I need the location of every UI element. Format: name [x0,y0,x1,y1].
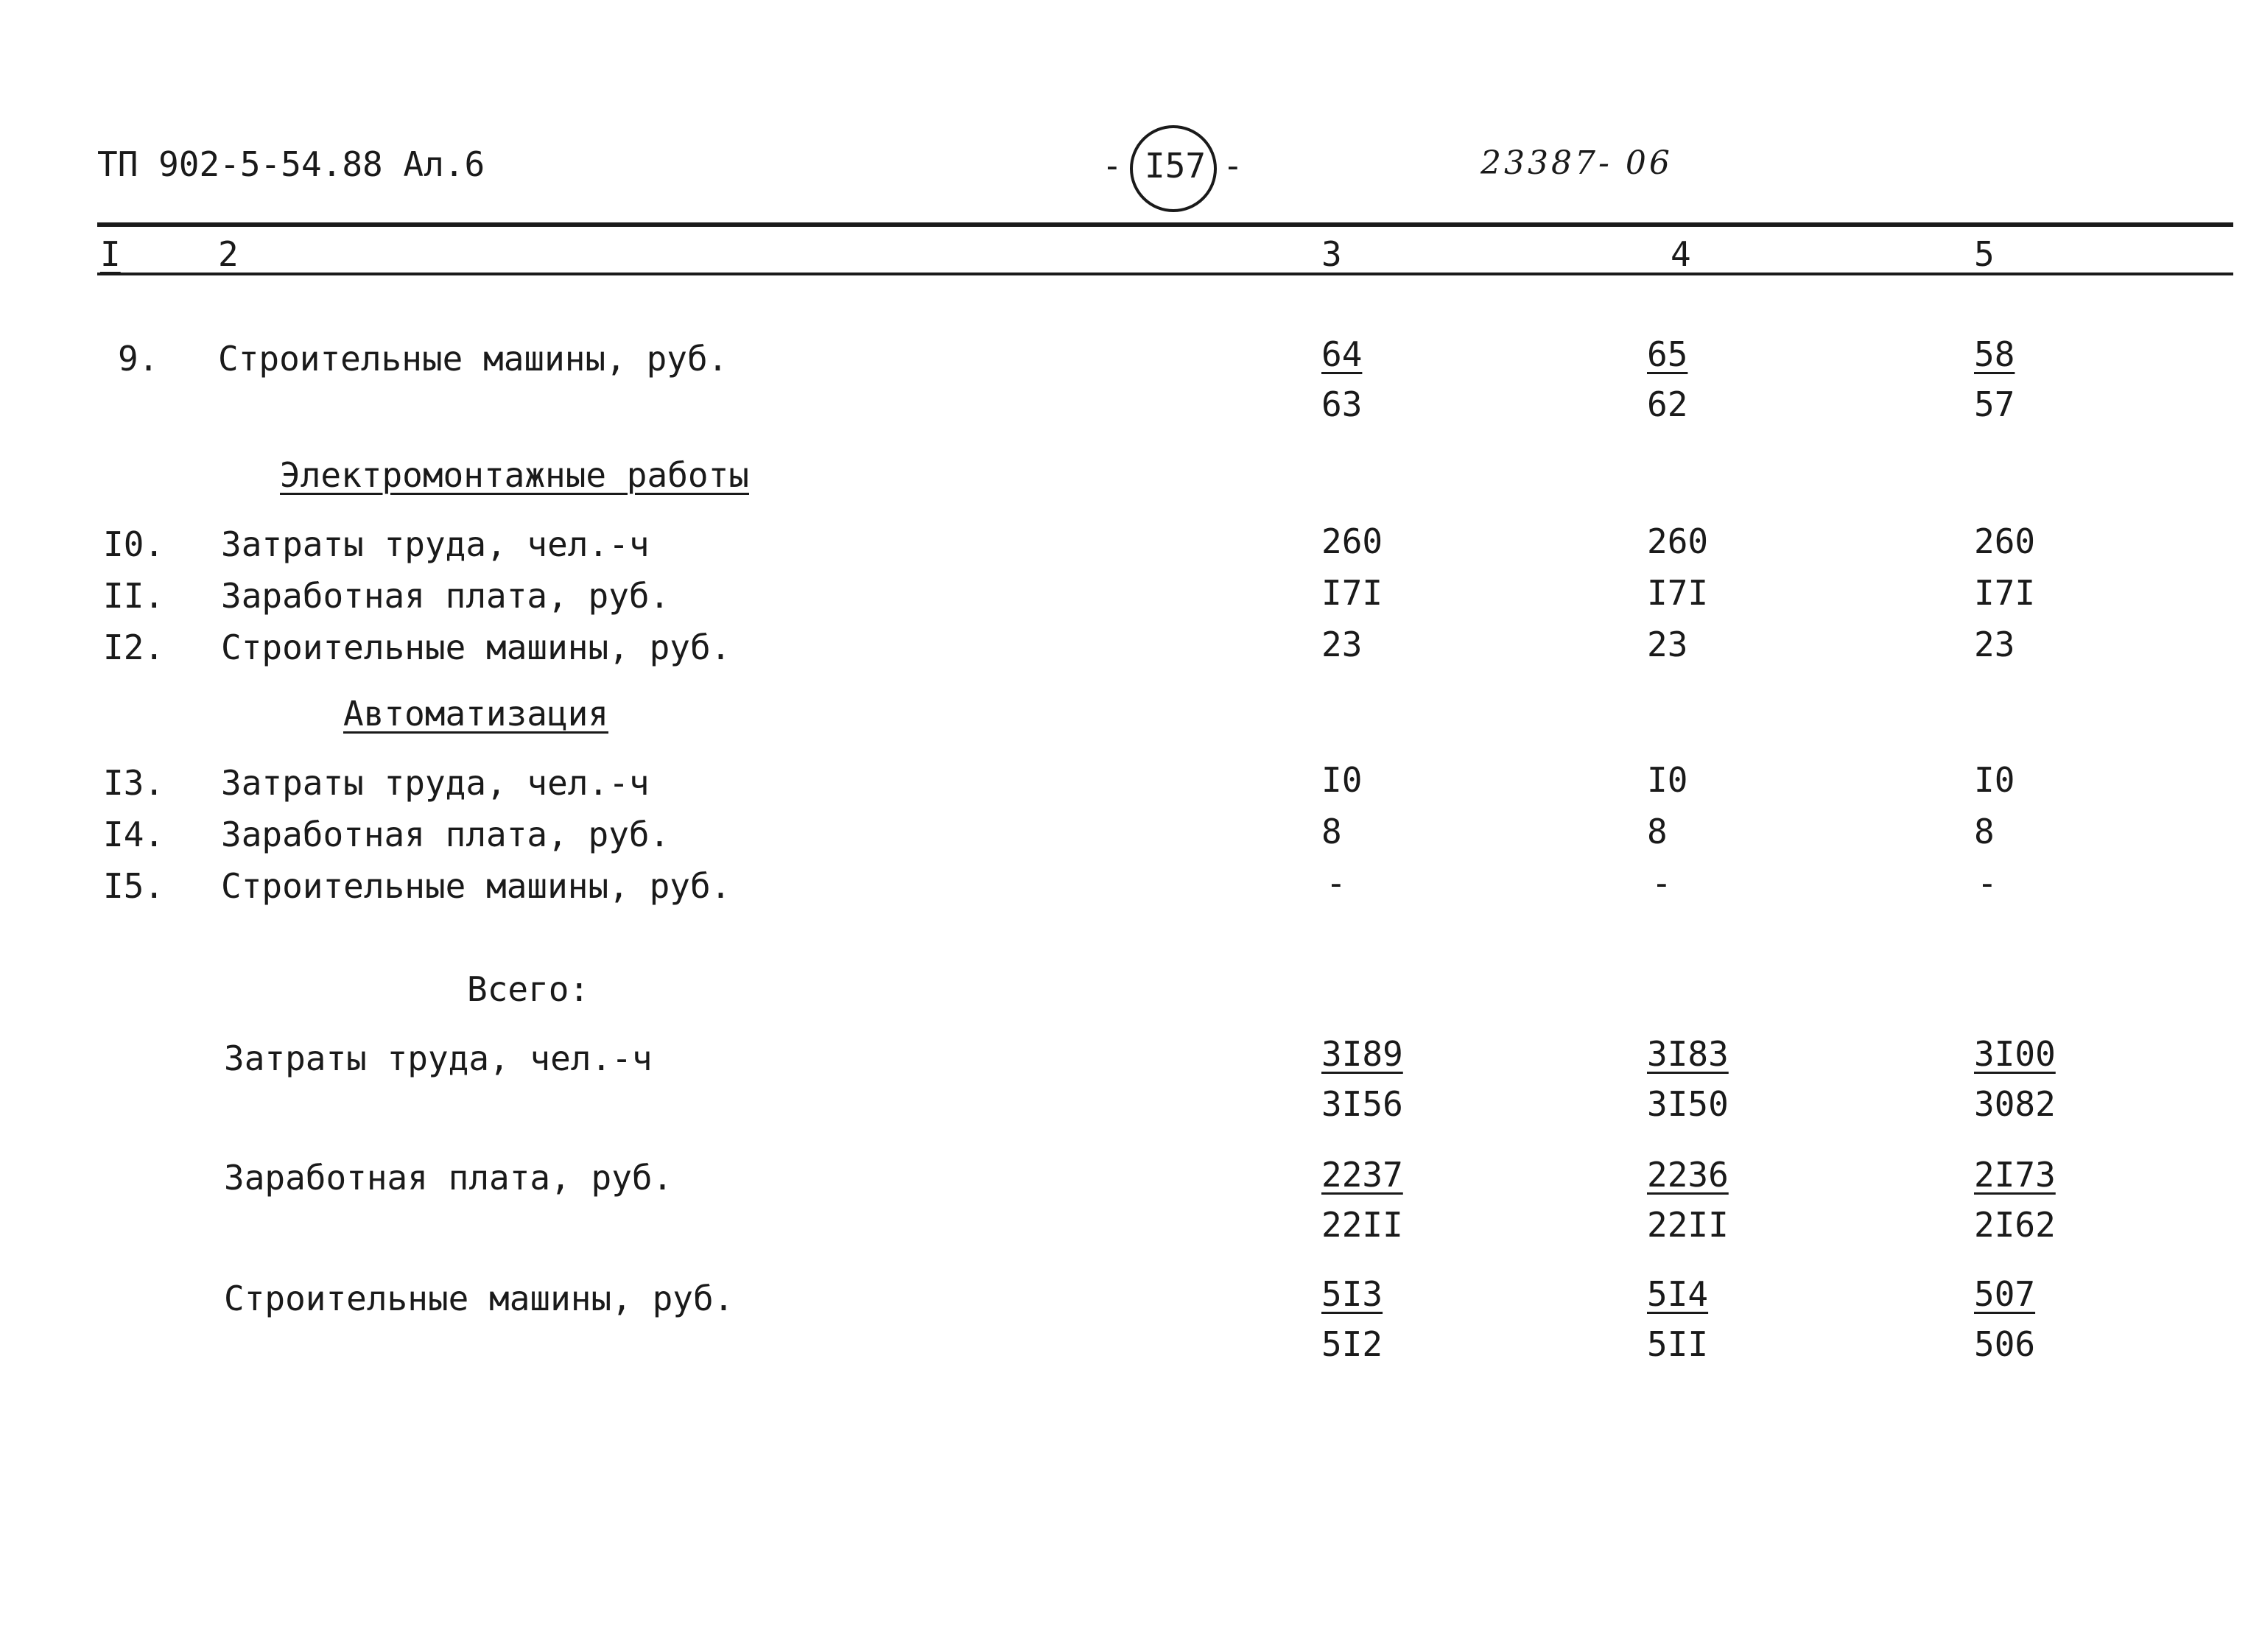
row-number: I2. [103,628,165,667]
row-value: 260 [1647,521,1709,561]
row-label: Заработная плата, руб. [221,815,670,854]
total-row-label: Строительные машины, руб. [224,1279,734,1318]
page-dash-left: - [1102,146,1123,186]
value-denominator: 62 [1647,384,1688,424]
value-denominator: 3I56 [1321,1084,1403,1124]
value-numerator: 3I00 [1974,1034,2056,1074]
row-label: Строительные машины, руб. [221,866,731,906]
value-denominator: 63 [1321,384,1363,424]
row-label: Строительные машины, руб. [221,628,731,667]
value-numerator: 5I3 [1321,1274,1383,1314]
section-title: Автоматизация [343,694,609,734]
row-value: I7I [1647,573,1709,613]
value-numerator: 3I89 [1321,1034,1403,1074]
row-value: 23 [1974,625,2015,664]
value-numerator: 2236 [1647,1155,1729,1195]
row-value: 23 [1321,625,1363,664]
value-denominator: 3I50 [1647,1084,1729,1124]
page-number: I57 [1145,146,1206,186]
row-number: II. [103,576,165,616]
value-numerator: 65 [1647,334,1688,374]
value-denominator: 22II [1321,1205,1403,1245]
value-numerator: 2237 [1321,1155,1403,1195]
total-row-label: Затраты труда, чел.-ч [224,1038,653,1078]
column-heading-2: 2 [218,234,239,274]
column-heading-3: 3 [1321,234,1342,274]
row-value: - [1651,863,1672,903]
column-heading-1: I [100,234,121,274]
row-label: Затраты труда, чел.-ч [221,524,650,564]
value-denominator: 3082 [1974,1084,2056,1124]
row-number: I0. [103,524,165,564]
row-value: 260 [1974,521,2036,561]
value-numerator: 507 [1974,1274,2036,1314]
row-value: 8 [1321,812,1342,851]
page-dash-right: - [1223,146,1243,186]
value-denominator: 5I2 [1321,1324,1383,1364]
value-denominator: 22II [1647,1205,1729,1245]
row-value: - [1977,863,1998,903]
header-rule-top [97,222,2233,227]
row-value: I0 [1974,760,2015,800]
value-numerator: 5I4 [1647,1274,1709,1314]
row-number: I5. [103,866,165,906]
document-number: 23387- 06 [1481,144,1673,182]
value-denominator: 2I62 [1974,1205,2056,1245]
row-number: 9. [118,339,159,379]
row-value: I0 [1647,760,1688,800]
row-value: I0 [1321,760,1363,800]
value-numerator: 64 [1321,334,1363,374]
row-value: 8 [1974,812,1995,851]
value-numerator: 58 [1974,334,2015,374]
row-label: Заработная плата, руб. [221,576,670,616]
header-rule-bottom [97,273,2233,275]
value-numerator: 3I83 [1647,1034,1729,1074]
total-row-label: Заработная плата, руб. [224,1158,673,1198]
row-label: Затраты труда, чел.-ч [221,763,650,803]
row-number: I3. [103,763,165,803]
row-value: 23 [1647,625,1688,664]
row-value: I7I [1974,573,2036,613]
value-numerator: 2I73 [1974,1155,2056,1195]
value-denominator: 5II [1647,1324,1709,1364]
row-value: I7I [1321,573,1383,613]
row-value: 8 [1647,812,1668,851]
section-title: Электромонтажные работы [280,455,749,495]
row-value: 260 [1321,521,1383,561]
row-number: I4. [103,815,165,854]
column-heading-4: 4 [1671,234,1691,274]
document-code: ТП 902-5-54.88 Ал.6 [97,144,485,184]
row-label: Строительные машины, руб. [218,339,728,379]
value-denominator: 57 [1974,384,2015,424]
value-denominator: 506 [1974,1324,2036,1364]
row-value: - [1326,863,1346,903]
total-title: Всего: [467,969,590,1009]
column-heading-5: 5 [1974,234,1995,274]
